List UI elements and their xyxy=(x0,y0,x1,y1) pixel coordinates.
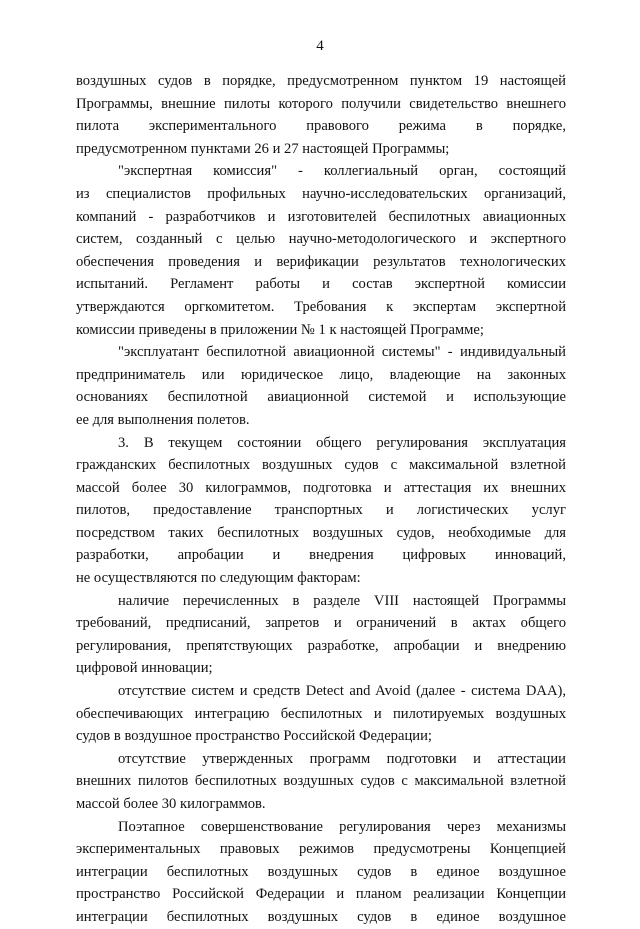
text-line: цифровой инновации; xyxy=(76,660,213,677)
text-line: компаний - разработчиков и изготовителей беспилотных авиационных xyxy=(76,208,566,225)
text-line: обеспечения проведения и верификации результатов технологических xyxy=(76,253,566,270)
text-line: посредством таких беспилотных воздушных судов, необходимые для xyxy=(76,524,566,541)
text-line: интеграции беспилотных воздушных судов в единое воздушное xyxy=(76,908,566,925)
paragraph xyxy=(76,748,566,816)
text-line: из специалистов профильных научно-исследовательских организаций, xyxy=(76,185,566,202)
text-line: "эксплуатант беспилотной авиационной системы" - индивидуальный xyxy=(118,344,566,361)
paragraph xyxy=(76,341,566,431)
text-line: наличие перечисленных в разделе VIII настоящей Программы xyxy=(118,592,566,609)
text-line: Поэтапное совершенствование регулирования через механизмы xyxy=(118,818,566,835)
text-line: не осуществляются по следующим факторам: xyxy=(76,570,361,587)
text-line: воздушных судов в порядке, предусмотренном пунктом 19 настоящей xyxy=(76,73,566,89)
text-line: Программы, внешние пилоты которого получили свидетельство внешнего xyxy=(76,95,566,112)
paragraph xyxy=(76,70,566,160)
text-line: комиссии приведены в приложении № 1 к настоящей Программе; xyxy=(76,321,484,338)
text-line: судов в воздушное пространство Российской Федерации; xyxy=(76,728,432,745)
text-line: испытаний. Регламент работы и состав экспертной комиссии xyxy=(76,276,566,293)
text-line: регулирования, препятствующих разработке, апробации и внедрению xyxy=(76,637,566,654)
page-number: 4 xyxy=(316,38,324,54)
text-line: предусмотренном пунктами 26 и 27 настоящей Программы; xyxy=(76,140,450,157)
text-line: пилотов, предоставление транспортных и логистических услуг xyxy=(76,502,566,519)
text-line: предприниматель или юридическое лицо, владеющие на законных xyxy=(76,366,566,383)
text-line: требований, предписаний, запретов и ограничений в актах общего xyxy=(76,615,566,632)
text-line: внешних пилотов беспилотных воздушных судов с максимальной взлетной xyxy=(76,773,566,790)
text-line: разработки, апробации и внедрения цифровых инноваций, xyxy=(76,547,566,564)
paragraph xyxy=(76,432,566,590)
paragraph xyxy=(76,590,566,680)
text-line: систем, созданный с целью научно-методологического и экспертного xyxy=(76,231,566,248)
text-line: "экспертная комиссия" - коллегиальный орган, состоящий xyxy=(118,163,566,180)
text-line: массой более 30 килограммов. xyxy=(76,796,266,812)
text-line: экспериментальных правовых режимов предусмотрены Концепцией xyxy=(76,841,566,858)
text-line: основаниях беспилотной авиационной системой и использующие xyxy=(76,389,566,406)
body-text xyxy=(76,70,566,929)
text-line: пространство Российской Федерации и планом реализации Концепции xyxy=(76,886,566,903)
text-line: интеграции беспилотных воздушных судов в единое воздушное xyxy=(76,863,566,880)
text-line: ее для выполнения полетов. xyxy=(76,411,250,428)
text-line: отсутствие систем и средств Detect and Avoid (далее - система DAA), xyxy=(118,683,566,700)
text-line: гражданских беспилотных воздушных судов с максимальной взлетной xyxy=(76,457,566,474)
text-line: обеспечивающих интеграцию беспилотных и пилотируемых воздушных xyxy=(76,705,566,722)
paragraph xyxy=(76,680,566,748)
text-line: 3. В текущем состоянии общего регулирования эксплуатация xyxy=(118,434,566,451)
text-line: пилота экспериментального правового режима в порядке, xyxy=(76,118,566,135)
text-line: утверждаются оргкомитетом. Требования к экспертам экспертной xyxy=(76,298,566,315)
text-line: отсутствие утвержденных программ подготовки и аттестации xyxy=(118,750,566,767)
paragraph xyxy=(76,160,566,341)
text-line: массой более 30 килограммов, подготовка и аттестация их внешних xyxy=(76,479,566,496)
paragraph xyxy=(76,816,566,929)
